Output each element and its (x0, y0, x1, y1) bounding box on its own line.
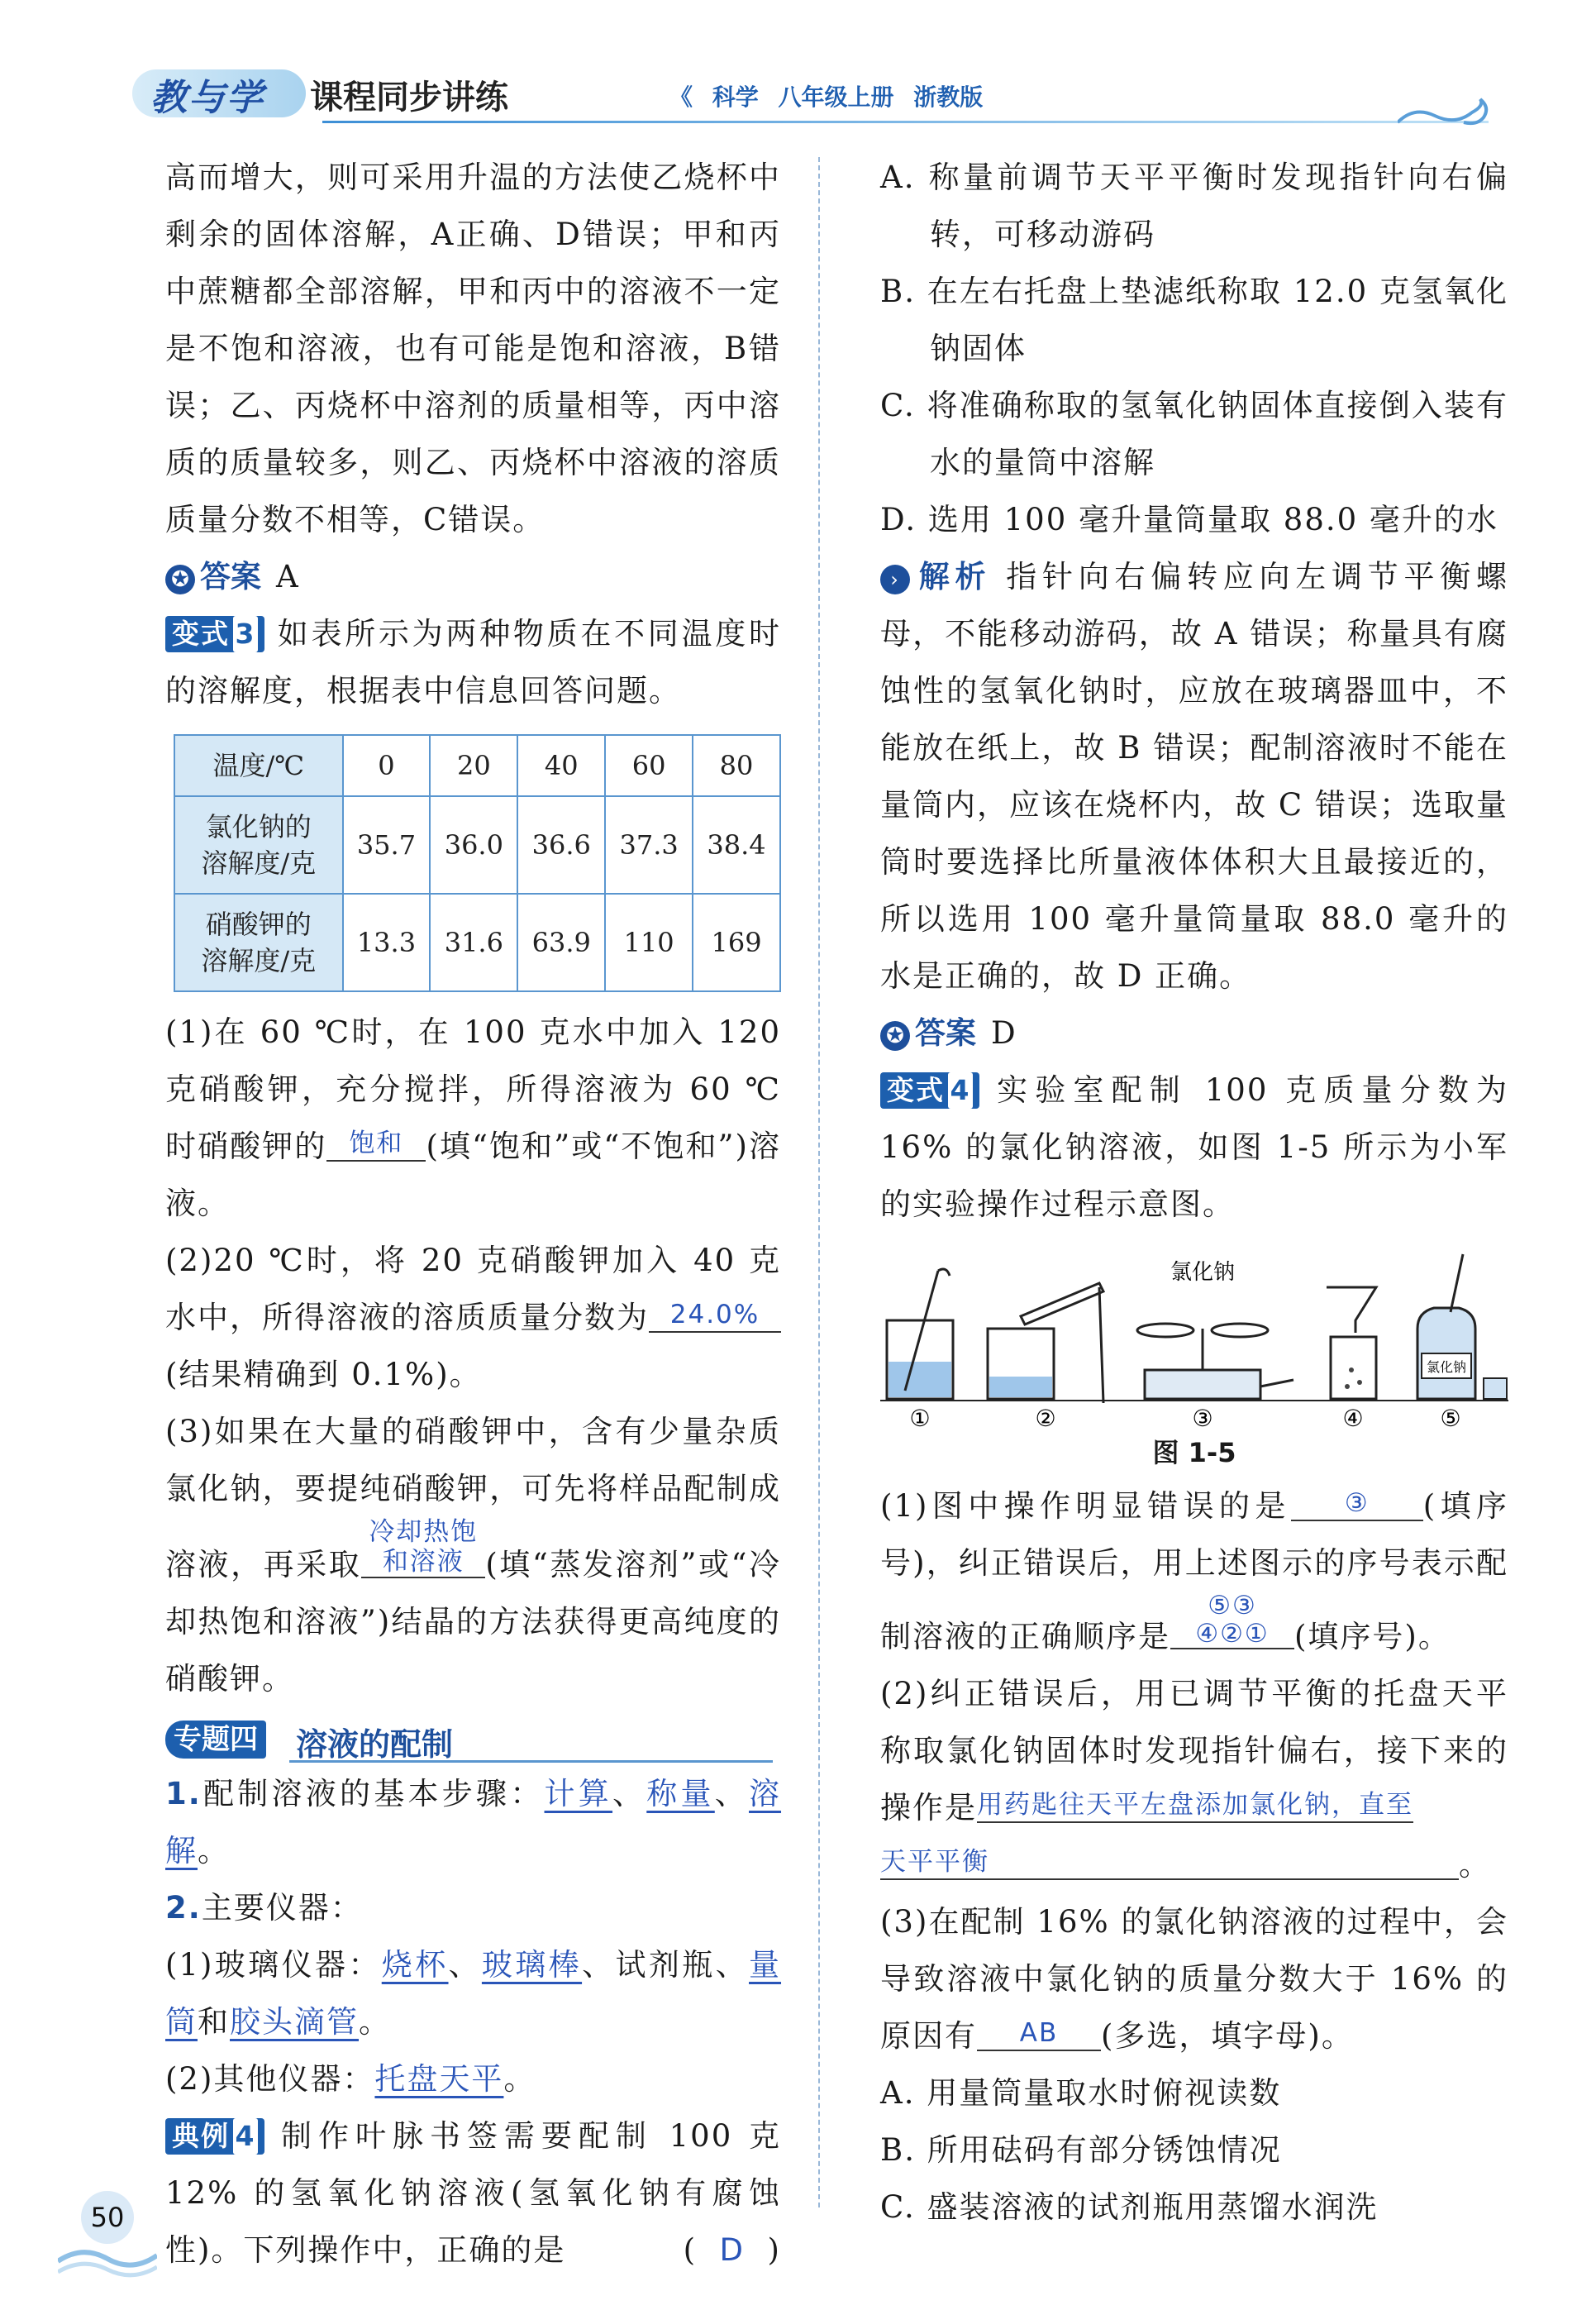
option-a: A. 称量前调节天平平衡时发现指针向右偏转，可移动游码 (880, 160, 1508, 252)
step-weigh: 称量 (646, 1776, 715, 1811)
instrument-rod: 玻璃棒 (481, 1947, 583, 1983)
chevron-right-icon: › (880, 565, 910, 594)
item2-num: 2. (165, 1890, 202, 1926)
table-row (174, 894, 780, 991)
q1-order-blank[interactable] (1170, 1592, 1294, 1649)
instrument-balance: 托盘天平 (374, 2061, 504, 2097)
analysis-label: 解析 (915, 559, 992, 594)
table-cell: 37.3 (605, 796, 693, 894)
table-row-label (174, 796, 343, 894)
table-cell: 169 (693, 894, 780, 991)
subject: 《 科学 (669, 84, 759, 111)
order-line1: ⑤③ (1208, 1591, 1257, 1620)
q2-end: 。 (1459, 1847, 1491, 1883)
table-cell: 110 (605, 894, 693, 991)
table-cell: 20 (430, 735, 517, 796)
q3-text-end: (填“蒸发溶剂”或“冷却热饱和溶液”)结晶的方法获得更高纯度的硝酸钾。 (165, 1547, 782, 1697)
step-dissolve: 溶解 (165, 1776, 782, 1869)
experiment-figure (880, 1238, 1508, 1428)
instrument-cylinder: 量筒 (165, 1947, 782, 2040)
option-b: B. 在左右托盘上垫滤纸称取 12.0 克氢氧化钠固体 (880, 274, 1508, 366)
table-cell: 13.3 (343, 894, 431, 991)
series-title: 课程同步讲练 (310, 79, 508, 117)
ex4-tag-text: 典例 (172, 2120, 230, 2152)
figure-nacl-label: 氯化钠 (1170, 1260, 1236, 1285)
item1: 1.配制溶液的基本步骤：计算、称量、溶解。 (165, 1776, 782, 1869)
q1-text-mid: (填序号)，纠正错误后，用上述图示的序号表示配制溶液的正确顺序是 (880, 1488, 1508, 1654)
step-calc: 计算 (544, 1776, 613, 1811)
var3-stem-line (165, 605, 781, 719)
step-label: ③ (1192, 1405, 1213, 1428)
ex4-answer[interactable]: D (719, 2232, 746, 2268)
answer-line-right (880, 1005, 1508, 1062)
analysis-text: 指针向右偏转应向左调节平衡螺母，不能移动游码，故 A 错误；称量具有腐蚀性的氢氧化钠时，应放在玻璃器皿中，不能放在纸上，故 B 错误；配制溶液时不能在量筒内，应该在烧杯内，故 C 错误；选取量筒时要选择比所量液体体积大且最接近的，所以选用 100 毫升量筒量取 88.0 毫升的水是正确的，故 D 正确。 (880, 559, 1508, 994)
topic-rule (289, 1760, 773, 1763)
item2 (165, 1879, 781, 1936)
var3-q1 (165, 1004, 781, 1232)
right-column (880, 149, 1508, 2236)
page-number: 50 (81, 2191, 134, 2244)
table-cell: 36.0 (430, 796, 517, 894)
table-cell: 38.4 (693, 796, 780, 894)
var3-q3 (165, 1403, 781, 1707)
q1-text: (1)在 60 ℃时，在 100 克水中加入 120 克硝酸钾，充分搅拌，所得溶液为 60 ℃时硝酸钾的 (165, 1014, 781, 1164)
var3-tag-text: 变式 (172, 618, 230, 650)
var4-tag-text: 变式 (887, 1074, 945, 1106)
item1-text: 配制溶液的基本步骤： (201, 1776, 545, 1811)
q2-text: (2)20 ℃时，将 20 克硝酸钾加入 40 克水中，所得溶液的溶质质量分数为 (165, 1243, 781, 1335)
balance-icon (1137, 1324, 1293, 1399)
table-row (174, 796, 780, 894)
left-column (165, 149, 781, 2279)
table-header-cell: 温度/℃ (174, 735, 343, 796)
row-label-line: 溶解度/克 (201, 847, 317, 879)
var3-tag (165, 616, 264, 652)
order-line2: ④②① (1195, 1619, 1270, 1649)
q3-option-b: B. 所用砝码有部分锈蚀情况 (880, 2132, 1282, 2168)
var4-q2 (880, 1665, 1508, 1893)
q2-answer-blank[interactable]: 用药匙往天平左盘添加氯化钠，直至 (977, 1788, 1413, 1823)
analysis (880, 548, 1508, 1005)
q1-text: (1)图中操作明显错误的是 (880, 1488, 1291, 1524)
var3-stem: 如表所示为两种物质在不同温度时的溶解度，根据表中信息回答问题。 (165, 616, 781, 709)
row-label-line: 氯化钠的 (205, 811, 312, 842)
row-label-line: 硝酸钾的 (205, 909, 312, 940)
table-cell: 80 (693, 735, 780, 796)
q2-text: (2)纠正错误后，用已调节平衡的托盘天平称取氯化钠固体时发现指针偏右，接下来的操作是 (880, 1676, 1508, 1826)
page-number-badge (58, 2183, 157, 2282)
q2-answer-blank[interactable]: 24.0% (649, 1298, 781, 1333)
table-cell: 36.6 (517, 796, 605, 894)
table-cell: 0 (343, 735, 431, 796)
var4-q1 (880, 1477, 1508, 1665)
q3-option-c: C. 盛装溶液的试剂瓶用蒸馏水润洗 (880, 2189, 1379, 2225)
table-cell: 40 (517, 735, 605, 796)
book-info (669, 79, 983, 112)
q3-fill-line1: 冷却热饱 (369, 1517, 479, 1547)
glass-and: 和 (198, 2004, 230, 2040)
q3-answer-blank[interactable]: AB (977, 2016, 1101, 2051)
var4-stem: 实验室配制 100 克质量分数为 16% 的氯化钠溶液，如图 1-5 所示为小军的实验操作过程示意图。 (880, 1072, 1508, 1222)
option-c: C. 将准确称取的氢氧化钠固体直接倒入装有水的量筒中溶解 (880, 388, 1508, 480)
instrument-beaker: 烧杯 (381, 1947, 449, 1983)
topic-title: 溶液的配制 (296, 1726, 454, 1763)
beaker-stirring-icon (887, 1269, 953, 1399)
var4-tag (880, 1072, 979, 1109)
q3-option-a: A. 用量筒量取水时俯视读数 (880, 2075, 1282, 2111)
topic-label: 专题四 (165, 1721, 266, 1759)
answer-label: 答案 (915, 1015, 976, 1051)
var4-tag-num: 4 (948, 1072, 973, 1109)
ex4-tag (165, 2118, 264, 2155)
q3-answer-blank[interactable] (361, 1517, 485, 1578)
topic-header (165, 1716, 781, 1765)
funnel-icon (1327, 1287, 1376, 1399)
ex4-tag-num: 4 (233, 2118, 258, 2155)
instrument-dropper: 胶头滴管 (230, 2004, 359, 2040)
left-para1: 高而增大，则可采用升温的方法使乙烧杯中剩余的固体溶解，A正确、D错误；甲和丙中蔗糖都全部溶解，甲和丙中的溶液不一定是不饱和溶液，也有可能是饱和溶液，B错误；乙、丙烧杯中溶剂的质量相等，丙中溶质的质量较多，则乙、丙烧杯中溶液的溶质质量分数不相等，C错误。 (165, 160, 781, 537)
q1-answer-blank[interactable]: 饱和 (326, 1127, 426, 1162)
var4-stem-line (880, 1062, 1508, 1233)
answer-value: D (991, 1015, 1016, 1051)
glass-instruments: (1)玻璃仪器：烧杯、玻璃棒、试剂瓶、量筒和胶头滴管。 (165, 1947, 782, 2040)
table-row (174, 735, 780, 796)
table-row-label (174, 894, 343, 991)
figure-caption: 图 1-5 (1152, 1437, 1236, 1468)
other-instruments: (2)其他仪器：托盘天平。 (165, 2061, 536, 2097)
wave-icon (1398, 98, 1489, 131)
q3-text: (3)如果在大量的硝酸钾中，含有少量杂质氯化钠，要提纯硝酸钾，可先将样品配制成溶液，再采取 (165, 1414, 781, 1582)
q2-text-end: (结果精确到 0.1%)。 (165, 1357, 482, 1392)
header-rule (322, 121, 1489, 123)
pouring-icon (988, 1283, 1103, 1403)
q1-text-end: (填“饱和”或“不饱和”)溶液。 (165, 1129, 781, 1221)
var4-q3 (880, 1893, 1508, 2064)
other-prefix: (2)其他仪器： (165, 2061, 375, 2097)
page-header (132, 64, 1489, 124)
table-cell: 31.6 (430, 894, 517, 991)
answer-line-left (165, 548, 781, 605)
var3-q2 (165, 1232, 781, 1403)
step-label: ④ (1342, 1405, 1364, 1428)
bottle-label: 氯化钠 (1426, 1359, 1467, 1375)
q1-text-end: (填序号)。 (1294, 1619, 1451, 1654)
table-cell: 35.7 (343, 796, 431, 894)
reagent-bottle-icon (1417, 1254, 1507, 1399)
logo: 教与学 (150, 77, 264, 119)
q3-text: (3)在配制 16% 的氯化钠溶液的过程中，会导致溶液中氯化钠的质量分数大于 16% 的原因有 (880, 1904, 1508, 2054)
grade: 八年级上册 (778, 84, 894, 111)
table-cell: 63.9 (517, 894, 605, 991)
star-icon: ✪ (880, 1021, 910, 1051)
solubility-table (174, 734, 781, 992)
step-label: ① (909, 1405, 931, 1428)
instrument-bottle: 试剂瓶 (615, 1947, 716, 1983)
table-cell: 60 (605, 735, 693, 796)
glass-prefix: (1)玻璃仪器： (165, 1947, 382, 1983)
row-label-line: 溶解度/克 (201, 945, 317, 976)
lab-procedure-diagram (880, 1238, 1508, 1428)
q3-fill-line2: 和溶液 (382, 1547, 465, 1577)
var3-tag-num: 3 (233, 616, 258, 652)
answer-label: 答案 (200, 559, 261, 594)
ex4-stem: 制作叶脉书签需要配制 100 克 12% 的氢氧化钠溶液(氢氧化钠有腐蚀性)。下列操作中，正确的是 (165, 2118, 781, 2268)
column-divider (818, 157, 820, 2207)
step-label: ② (1035, 1405, 1056, 1428)
q2-answer-blank-line2[interactable]: 天平平衡 (880, 1845, 1459, 1880)
q1-answer-blank[interactable]: ③ (1291, 1487, 1423, 1521)
item2-text: 主要仪器： (201, 1890, 363, 1926)
item1-num: 1. (165, 1776, 202, 1811)
ex4-answer-paren: ( D ) (683, 2232, 781, 2268)
edition: 浙教版 (913, 84, 984, 111)
answer-value: A (276, 559, 298, 594)
step-label: ⑤ (1440, 1405, 1461, 1428)
option-d: D. 选用 100 毫升量筒量取 88.0 毫升的水 (880, 502, 1498, 537)
q3-text-end: (多选，填字母)。 (1101, 2018, 1354, 2054)
star-icon: ✪ (165, 565, 195, 594)
example4 (165, 2107, 781, 2279)
